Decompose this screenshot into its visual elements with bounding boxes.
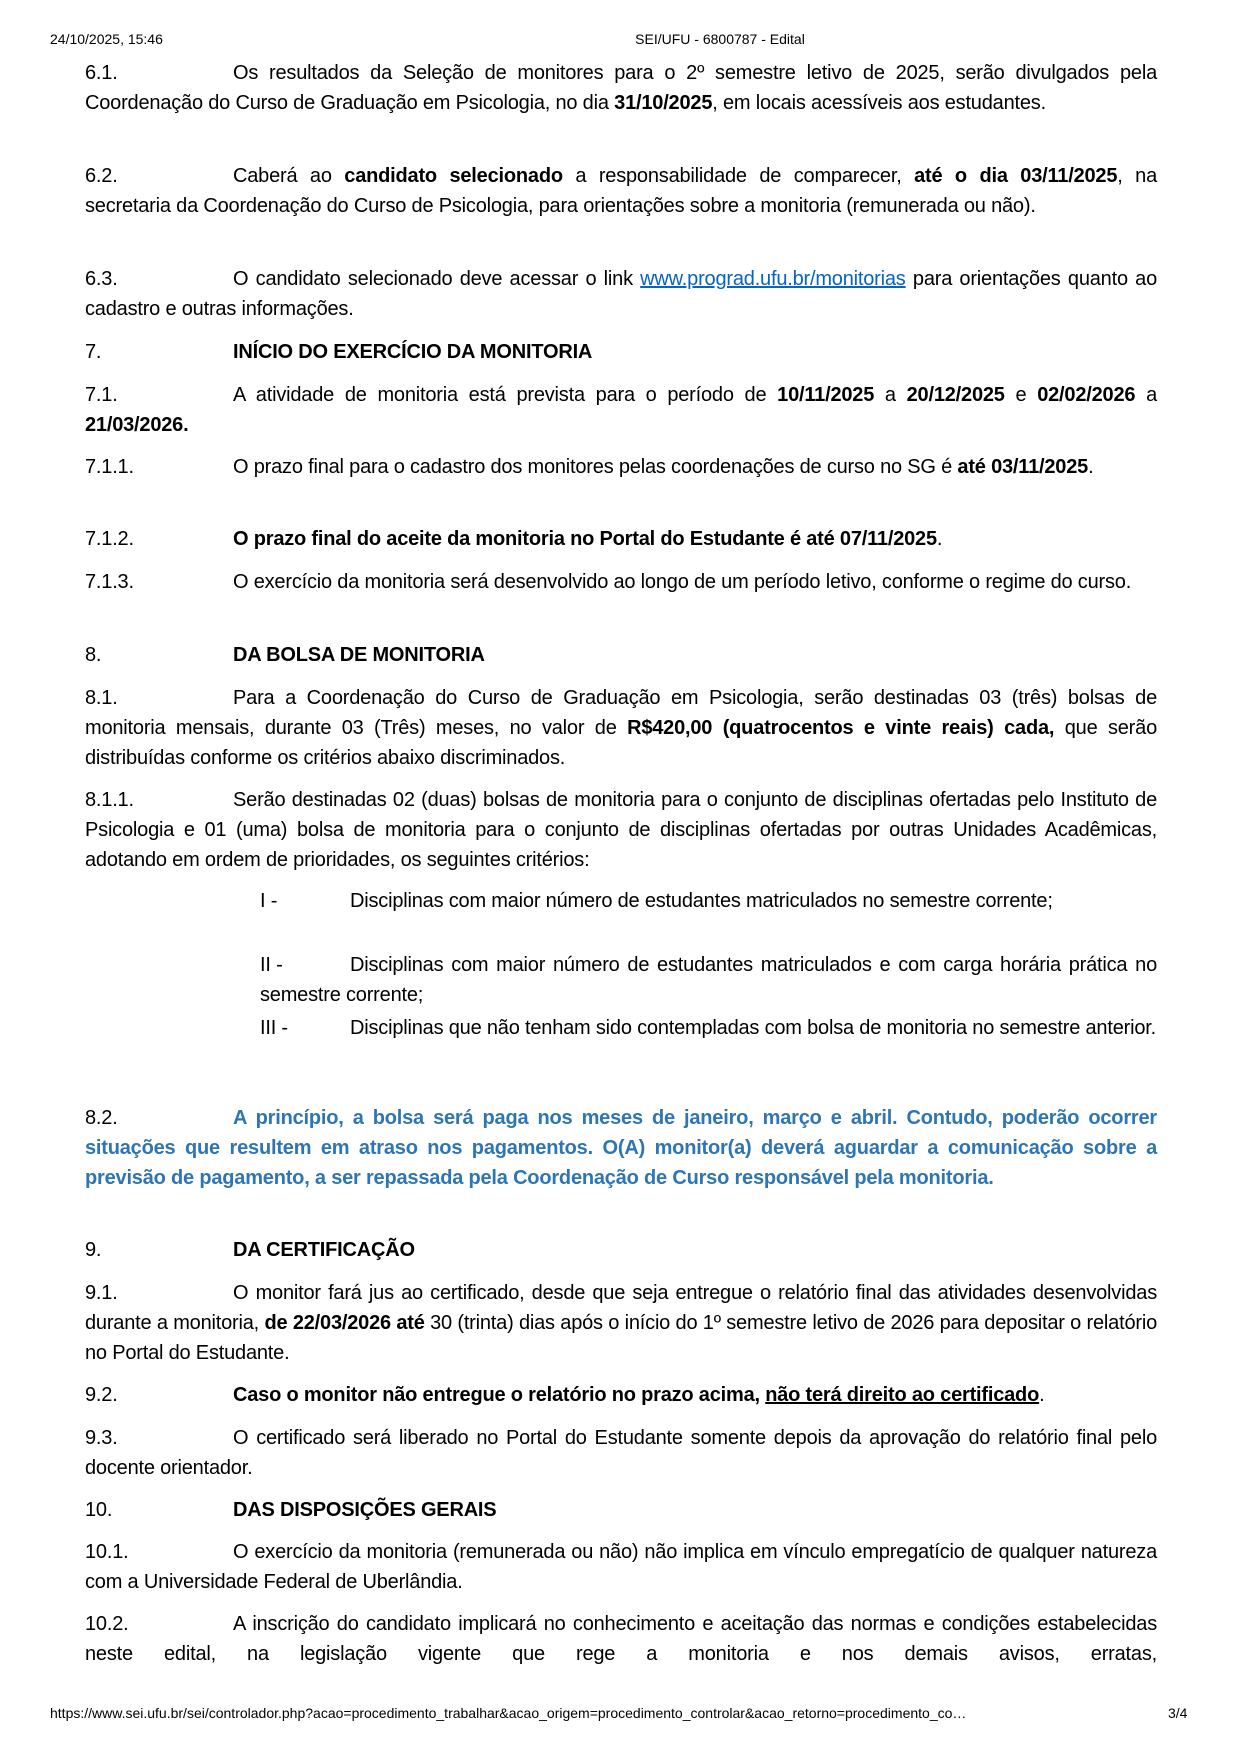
paragraph-9-2	[85, 1380, 1157, 1410]
bold-text: Caso o monitor não entregue o relatório no prazo acima,	[233, 1384, 766, 1406]
criterion-item	[260, 950, 1157, 1010]
paragraph-text: O exercício da monitoria (remunerada ou não) não implica em vínculo empregatício de qualquer natureza com a Universidade Federal de Uberlândia.	[85, 1541, 1157, 1593]
paragraph-8-1-1	[85, 785, 1157, 875]
paragraph-text: Caberá ao	[233, 165, 345, 187]
prograd-monitorias-link[interactable]: www.prograd.ufu.br/monitorias	[640, 268, 906, 290]
paragraph-10-1	[85, 1537, 1157, 1597]
paragraph-7-1-3	[85, 567, 1157, 597]
scholarship-value: R$420,00 (quatrocentos e vinte reais) cada,	[627, 717, 1055, 739]
paragraph-7-1-2	[85, 524, 1157, 554]
criterion-number: II -	[260, 954, 283, 976]
results-date: 31/10/2025	[614, 92, 713, 114]
date-start-1: 10/11/2025	[777, 384, 875, 406]
section-number: 7.	[85, 341, 102, 363]
paragraph-text: e	[1004, 384, 1038, 406]
section-heading-10	[85, 1495, 1157, 1525]
paragraph-text: Os resultados da Seleção de monitores para o 2º semestre letivo de 2025, serão divulgados pela Coordenação do Curso de Graduação em Psicologia, no dia	[85, 62, 1157, 114]
section-title: INÍCIO DO EXERCÍCIO DA MONITORIA	[233, 341, 593, 363]
criterion-number: III -	[260, 1017, 288, 1039]
item-number: 7.1.2.	[85, 528, 134, 550]
paragraph-text: .	[1088, 456, 1094, 478]
item-number: 8.1.1.	[85, 789, 134, 811]
paragraph-10-2	[85, 1609, 1157, 1669]
print-datetime: 24/10/2025, 15:46	[50, 31, 163, 47]
section-heading-9	[85, 1235, 1157, 1265]
page-url: https://www.sei.ufu.br/sei/controlador.php?acao=procedimento_trabalhar&acao_origem=procedimento_controlar&acao_retorno=procedimento_co…	[50, 1705, 967, 1721]
item-number: 7.1.1.	[85, 456, 134, 478]
item-number: 8.1.	[85, 687, 118, 709]
paragraph-text: que serão distribuídas conforme os critérios abaixo discriminados.	[85, 717, 1157, 769]
item-number: 10.1.	[85, 1541, 129, 1563]
date-start-2: 02/02/2026	[1037, 384, 1136, 406]
deadline-date: até 03/11/2025	[957, 456, 1089, 478]
paragraph-text: para orientações quanto ao cadastro e outras informações.	[85, 268, 1157, 320]
paragraph-text: .	[936, 528, 943, 550]
paragraph-text: A atividade de monitoria está prevista para o período de	[233, 384, 778, 406]
bold-text: candidato selecionado	[344, 165, 563, 187]
paragraph-text: 30 (trinta) dias após o início do 1º semestre letivo de 2026 para depositar o relatório no Portal do Estudante.	[85, 1312, 1157, 1364]
paragraph-text: a responsabilidade de comparecer,	[562, 165, 915, 187]
criterion-item	[260, 1013, 1157, 1043]
item-number: 8.2.	[85, 1107, 118, 1129]
item-number: 9.2.	[85, 1384, 118, 1406]
criterion-text: Disciplinas que não tenham sido contempladas com bolsa de monitoria no semestre anterior.	[350, 1017, 1156, 1039]
date-end-1: 20/12/2025	[906, 384, 1005, 406]
paragraph-6-2	[85, 161, 1157, 221]
criterion-text: Disciplinas com maior número de estudantes matriculados no semestre corrente;	[350, 890, 1053, 912]
criterion-text: Disciplinas com maior número de estudantes matriculados e com carga horária prática no semestre corrente;	[260, 954, 1157, 1006]
item-number: 7.1.	[85, 384, 118, 406]
paragraph-text: O prazo final para o cadastro dos monitores pelas coordenações de curso no SG é	[233, 456, 958, 478]
section-number: 9.	[85, 1239, 102, 1261]
paragraph-7-1	[85, 380, 1157, 440]
paragraph-text: Para a Coordenação do Curso de Graduação em Psicologia, serão destinadas 03 (três) bolsas de monitoria mensais, durante 03 (Três) meses, no valor de	[85, 687, 1157, 739]
bold-text: O prazo final do aceite da monitoria no Portal do Estudante é até 07/11/2025	[233, 528, 937, 550]
paragraph-9-1	[85, 1278, 1157, 1368]
paragraph-8-2	[85, 1103, 1157, 1193]
paragraph-9-3	[85, 1423, 1157, 1483]
paragraph-text: O monitor fará jus ao certificado, desde que seja entregue o relatório final das atividades desenvolvidas durante a monitoria,	[85, 1282, 1157, 1334]
item-number: 10.2.	[85, 1613, 129, 1635]
section-title: DA BOLSA DE MONITORIA	[233, 644, 485, 666]
paragraph-7-1-1	[85, 452, 1157, 482]
criterion-number: I -	[260, 890, 278, 912]
section-title: DA CERTIFICAÇÃO	[233, 1239, 415, 1261]
paragraph-text: Serão destinadas 02 (duas) bolsas de monitoria para o conjunto de disciplinas ofertadas pelo Instituto de Psicologia e 01 (uma) bolsa de monitoria para o conjunto de disciplinas ofertadas por outras Unidades Acadêmicas, adotando em ordem de prioridades, os seguintes critérios:	[85, 789, 1157, 871]
paragraph-6-3	[85, 264, 1157, 324]
paragraph-text: A inscrição do candidato implicará no conhecimento e aceitação das normas e condições estabelecidas neste edital, na legislação vigente que rege a monitoria e nos demais avisos, erratas,	[85, 1613, 1157, 1665]
item-number: 6.3.	[85, 268, 118, 290]
criterion-item	[260, 886, 1157, 916]
paragraph-text: a	[1135, 384, 1158, 406]
paragraph-6-1	[85, 58, 1157, 118]
section-heading-8	[85, 640, 1157, 670]
item-number: 9.1.	[85, 1282, 118, 1304]
paragraph-text: a	[874, 384, 907, 406]
paragraph-text: , na secretaria da Coordenação do Curso de Psicologia, para orientações sobre a monitoria (remunerada ou não).	[85, 165, 1157, 217]
item-number: 9.3.	[85, 1427, 118, 1449]
page-number: 3/4	[1168, 1705, 1188, 1721]
paragraph-text: .	[1039, 1384, 1045, 1406]
deadline-date: até o dia 03/11/2025	[914, 165, 1118, 187]
item-number: 6.1.	[85, 62, 118, 84]
section-heading-7	[85, 337, 1157, 367]
paragraph-8-1	[85, 683, 1157, 773]
document-title: SEI/UFU - 6800787 - Edital	[635, 31, 805, 47]
underlined-warning: não terá direito ao certificado	[765, 1384, 1040, 1406]
payment-notice-text: A princípio, a bolsa será paga nos meses de janeiro, março e abril. Contudo, poderão ocorrer situações que resultem em atraso nos pagamentos. O(A) monitor(a) deverá aguardar a comunicação sobre a previsão de pagamento, a ser repassada pela Coordenação de Curso responsável pela monitoria.	[85, 1107, 1157, 1189]
bold-text: de 22/03/2026 até	[264, 1312, 425, 1334]
paragraph-text: , em locais acessíveis aos estudantes.	[712, 92, 1046, 114]
section-number: 10.	[85, 1499, 113, 1521]
paragraph-text: O candidato selecionado deve acessar o link	[233, 268, 641, 290]
paragraph-text: O certificado será liberado no Portal do Estudante somente depois da aprovação do relatório final pelo docente orientador.	[85, 1427, 1157, 1479]
section-number: 8.	[85, 644, 102, 666]
item-number: 6.2.	[85, 165, 118, 187]
paragraph-text: O exercício da monitoria será desenvolvido ao longo de um período letivo, conforme o regime do curso.	[233, 571, 1132, 593]
section-title: DAS DISPOSIÇÕES GERAIS	[233, 1499, 497, 1521]
item-number: 7.1.3.	[85, 571, 134, 593]
date-end-2: 21/03/2026.	[85, 414, 189, 436]
